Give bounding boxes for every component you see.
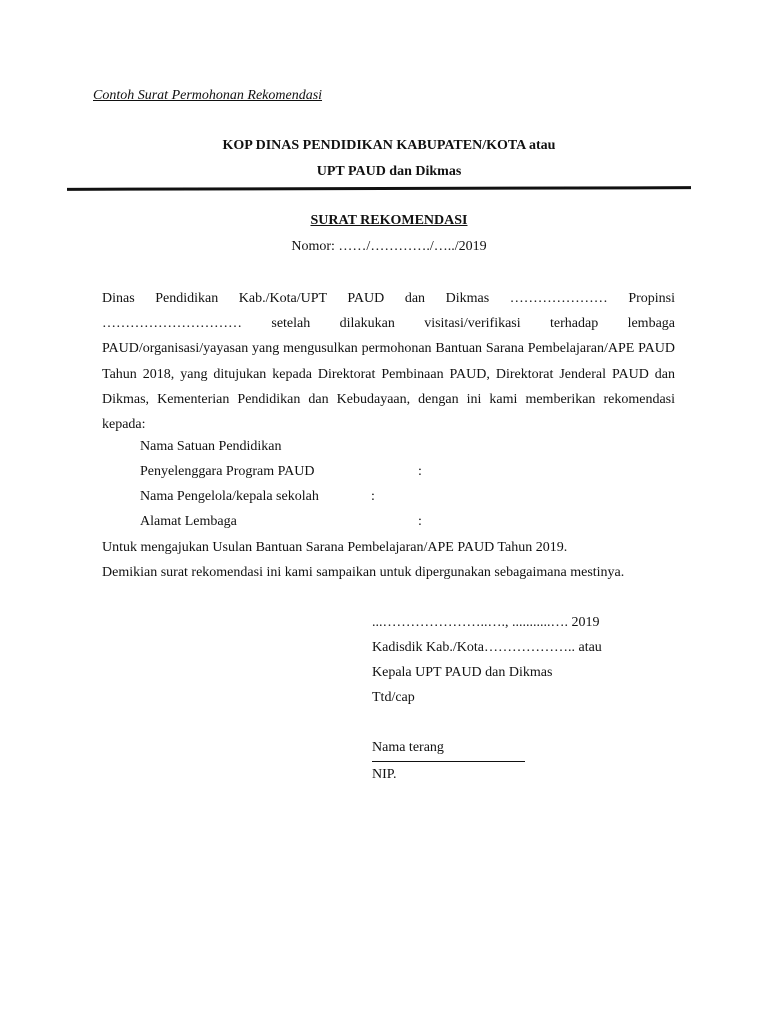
signature-name: Nama terang: [372, 740, 444, 755]
signature-role-1: Kadisdik Kab./Kota……………….. atau: [372, 640, 602, 655]
signature-nip: NIP.: [372, 767, 397, 782]
field-label-school-name: Nama Satuan Pendidikan: [140, 439, 282, 454]
letterhead-line-2: UPT PAUD dan Dikmas: [316, 164, 462, 179]
signature-place-date: ...…………………..…., ...........…. 2019: [372, 615, 600, 630]
signature-stamp: Ttd/cap: [372, 690, 415, 705]
letter-title: SURAT REKOMENDASI: [310, 213, 468, 228]
field-colon-manager: :: [371, 489, 375, 504]
signature-underline: [372, 761, 525, 762]
field-colon-organizer: :: [418, 464, 422, 479]
letterhead-line-1: KOP DINAS PENDIDIKAN KABUPATEN/KOTA atau: [222, 138, 556, 153]
field-label-address: Alamat Lembaga: [140, 514, 237, 529]
document-caption: Contoh Surat Permohonan Rekomendasi: [93, 88, 323, 103]
letterhead-divider: [67, 186, 691, 191]
letter-number: Nomor: ……/…………./…../2019: [291, 239, 487, 254]
closing-line-2: Demikian surat rekomendasi ini kami sampaikan untuk dipergunakan sebagaimana mestinya.: [102, 565, 625, 580]
closing-line-1: Untuk mengajukan Usulan Bantuan Sarana Pembelajaran/APE PAUD Tahun 2019.: [102, 540, 568, 555]
field-label-manager: Nama Pengelola/kepala sekolah: [140, 489, 319, 504]
field-label-organizer: Penyelenggara Program PAUD: [140, 464, 315, 479]
signature-role-2: Kepala UPT PAUD dan Dikmas: [372, 665, 553, 680]
field-colon-address: :: [418, 514, 422, 529]
body-paragraph: Dinas Pendidikan Kab./Kota/UPT PAUD dan Dikmas ………………… Propinsi ………………………… setelah dilakukan visitasi/verifikasi terhadap lembaga PAUD/organisasi/yayasan yang mengusulkan permohonan Bantuan Sarana Pembelajaran/APE PAUD Tahun 2018, yang ditujukan kepada Direktorat Pembinaan PAUD, Direktorat Jenderal PAUD dan Dikmas, Kementerian Pendidikan dan Kebudayaan, dengan ini kami memberikan rekomendasi kepada:: [102, 291, 675, 433]
